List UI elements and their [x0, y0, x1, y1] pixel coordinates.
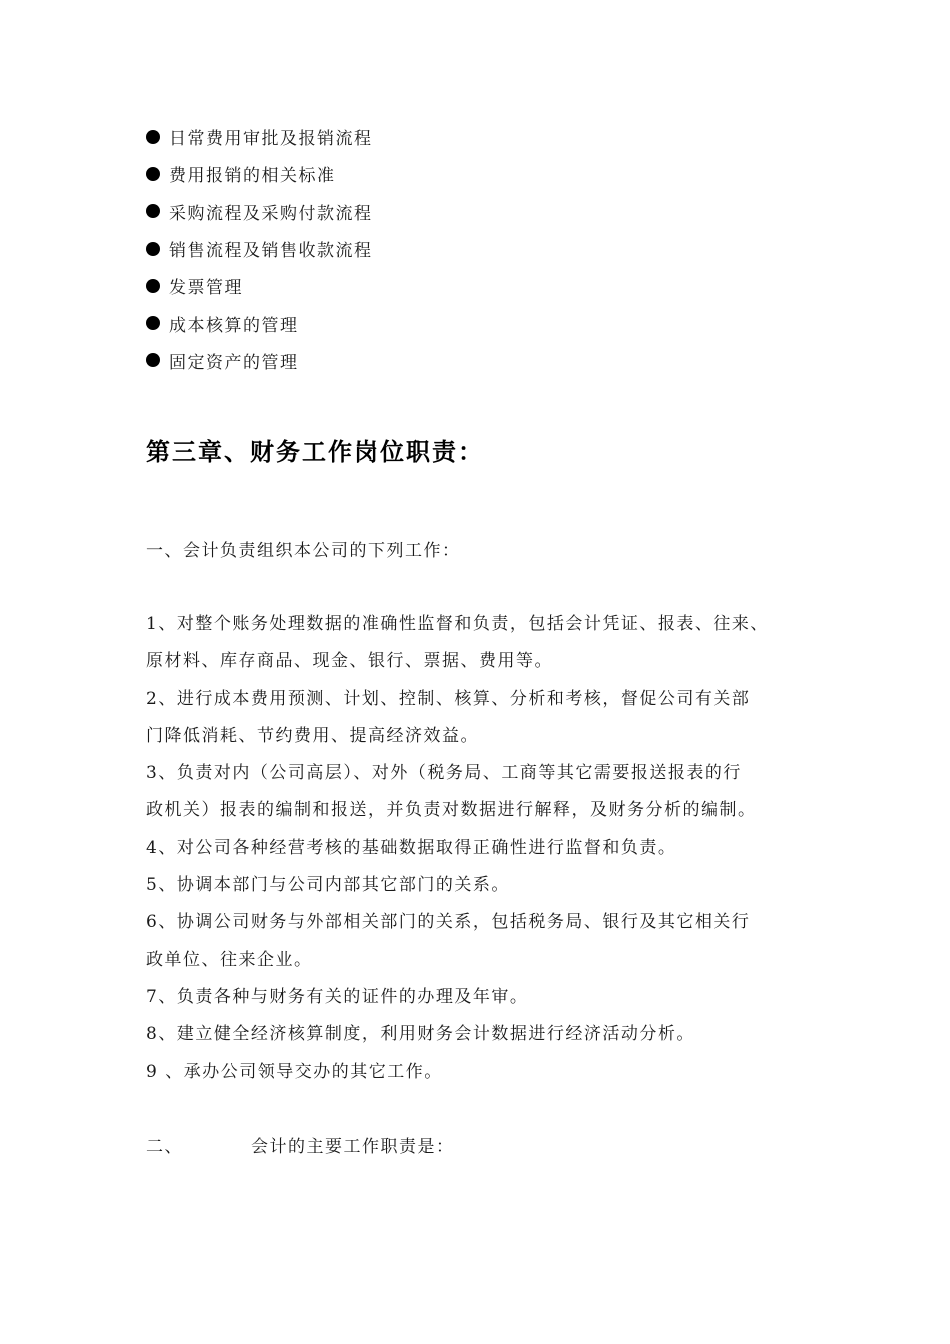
list-item [146, 155, 373, 192]
list-item-text: 成本核算的管理 [169, 315, 299, 336]
section-two-title: 会计的主要工作职责是： [251, 1137, 455, 1157]
duty-line: 政机关）报表的编制和报送，并负责对数据进行解释，及财务分析的编制。 [146, 800, 757, 821]
process-list [146, 118, 373, 379]
list-item-text: 日常费用审批及报销流程 [169, 129, 373, 150]
bullet-icon [146, 242, 160, 256]
bullet-icon [146, 167, 160, 181]
duty-line: 2、进行成本费用预测、计划、控制、核算、分析和考核，督促公司有关部 [146, 688, 751, 709]
bullet-icon [146, 353, 160, 367]
chapter-title: 第三章、财务工作岗位职责： [146, 438, 484, 466]
duty-line: 门降低消耗、节约费用、提高经济效益。 [146, 725, 479, 746]
duty-line: 7、负责各种与财务有关的证件的办理及年审。 [146, 986, 529, 1007]
list-item-text: 销售流程及销售收款流程 [169, 241, 373, 262]
list-item [146, 193, 373, 230]
duty-line: 5、协调本部门与公司内部其它部门的关系。 [146, 875, 510, 896]
list-item-text: 费用报销的相关标准 [169, 166, 336, 187]
section-heading-two [146, 1132, 455, 1157]
bullet-icon [146, 279, 160, 293]
duty-line: 4、对公司各种经营考核的基础数据取得正确性进行监督和负责。 [146, 837, 677, 858]
list-item-text: 采购流程及采购付款流程 [169, 203, 373, 224]
section-heading-one: 一、会计负责组织本公司的下列工作： [146, 541, 461, 561]
list-item [146, 118, 373, 155]
duty-line: 1、对整个账务处理数据的准确性监督和负责，包括会计凭证、报表、往来、 [146, 614, 769, 634]
duty-line: 9 、承办公司领导交办的其它工作。 [146, 1061, 443, 1082]
bullet-icon [146, 204, 160, 218]
list-item [146, 342, 373, 379]
bullet-icon [146, 130, 160, 144]
duty-line: 原材料、库存商品、现金、银行、票据、费用等。 [146, 651, 553, 672]
duty-line: 政单位、往来企业。 [146, 949, 313, 970]
list-item-text: 发票管理 [169, 278, 243, 299]
duty-line: 6、协调公司财务与外部相关部门的关系，包括税务局、银行及其它相关行 [146, 912, 751, 933]
duty-line: 3、负责对内（公司高层）、对外（税务局、工商等其它需要报送报表的行 [146, 763, 742, 784]
bullet-icon [146, 316, 160, 330]
list-item [146, 304, 373, 341]
list-item [146, 230, 373, 267]
duty-line: 8、建立健全经济核算制度，利用财务会计数据进行经济活动分析。 [146, 1024, 695, 1045]
duties-list [146, 606, 796, 1091]
section-two-number: 二、 [146, 1137, 183, 1157]
list-item-text: 固定资产的管理 [169, 352, 299, 373]
list-item [146, 267, 373, 304]
